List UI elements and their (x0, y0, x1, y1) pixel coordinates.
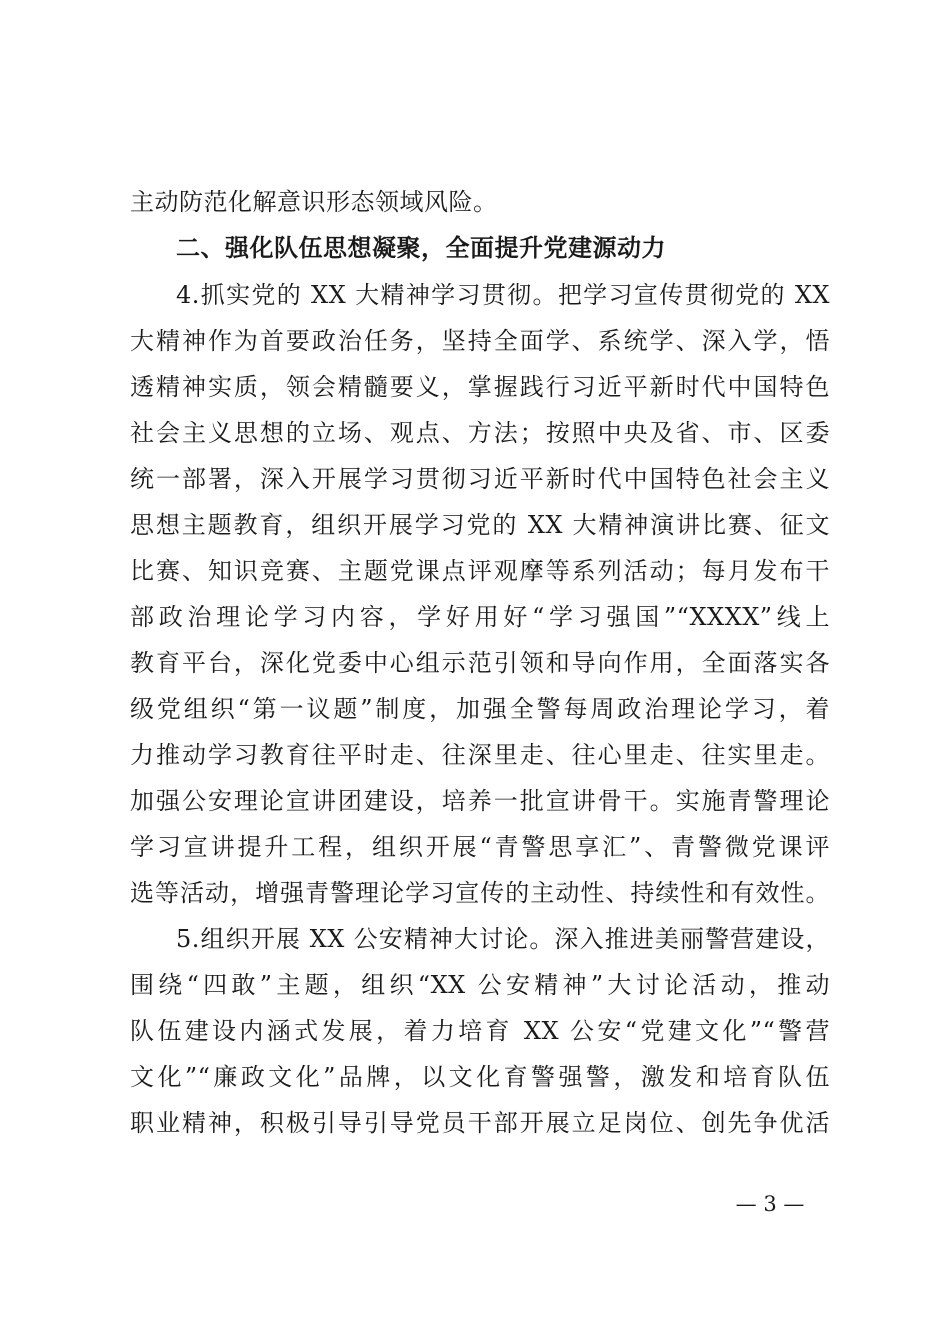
paragraph-4-line: 比赛、知识竞赛、主题党课点评观摩等系列活动；每月发布干 (130, 557, 830, 585)
paragraph-5-line: 围绕“四敢”主题，组织“XX 公安精神”大讨论活动，推动 (130, 971, 830, 999)
paragraph-4-line: 透精神实质，领会精髓要义，掌握践行习近平新时代中国特色 (130, 373, 830, 401)
paragraph-4-line: 级党组织“第一议题”制度，加强全警每周政治理论学习，着 (130, 695, 830, 723)
opening-line: 主动防范化解意识形态领域风险。 (130, 188, 498, 216)
paragraph-4-line: 学习宣讲提升工程，组织开展“青警思享汇”、青警微党课评 (130, 833, 830, 861)
paragraph-5-line: 队伍建设内涵式发展，着力培育 XX 公安“党建文化”“警营 (130, 1017, 830, 1045)
paragraph-4-line: 教育平台，深化党委中心组示范引领和导向作用，全面落实各 (130, 649, 830, 677)
paragraph-5-line: 文化”“廉政文化”品牌，以文化育警强警，激发和培育队伍 (130, 1063, 830, 1091)
paragraph-4-line: 4.抓实党的 XX 大精神学习贯彻。把学习宣传贯彻党的 XX (176, 281, 830, 309)
section-heading: 二、强化队伍思想凝聚，全面提升党建源动力 (176, 234, 666, 262)
paragraph-4-line: 部政治理论学习内容，学好用好“学习强国”“XXXX”线上 (130, 603, 830, 631)
paragraph-5-line: 职业精神，积极引导引导党员干部开展立足岗位、创先争优活 (130, 1109, 830, 1137)
paragraph-5-line: 5.组织开展 XX 公安精神大讨论。深入推进美丽警营建设， (176, 925, 830, 953)
paragraph-4-line: 力推动学习教育往平时走、往深里走、往心里走、往实里走。 (130, 741, 830, 769)
paragraph-4-line: 思想主题教育，组织开展学习党的 XX 大精神演讲比赛、征文 (130, 511, 830, 539)
page-number: — 3 — (735, 1192, 805, 1216)
paragraph-4-line: 社会主义思想的立场、观点、方法；按照中央及省、市、区委 (130, 419, 830, 447)
paragraph-4-line: 大精神作为首要政治任务，坚持全面学、系统学、深入学，悟 (130, 327, 830, 355)
paragraph-4-line: 加强公安理论宣讲团建设，培养一批宣讲骨干。实施青警理论 (130, 787, 830, 815)
paragraph-4-line: 选等活动，增强青警理论学习宣传的主动性、持续性和有效性。 (130, 879, 830, 907)
paragraph-4-line: 统一部署，深入开展学习贯彻习近平新时代中国特色社会主义 (130, 465, 830, 493)
